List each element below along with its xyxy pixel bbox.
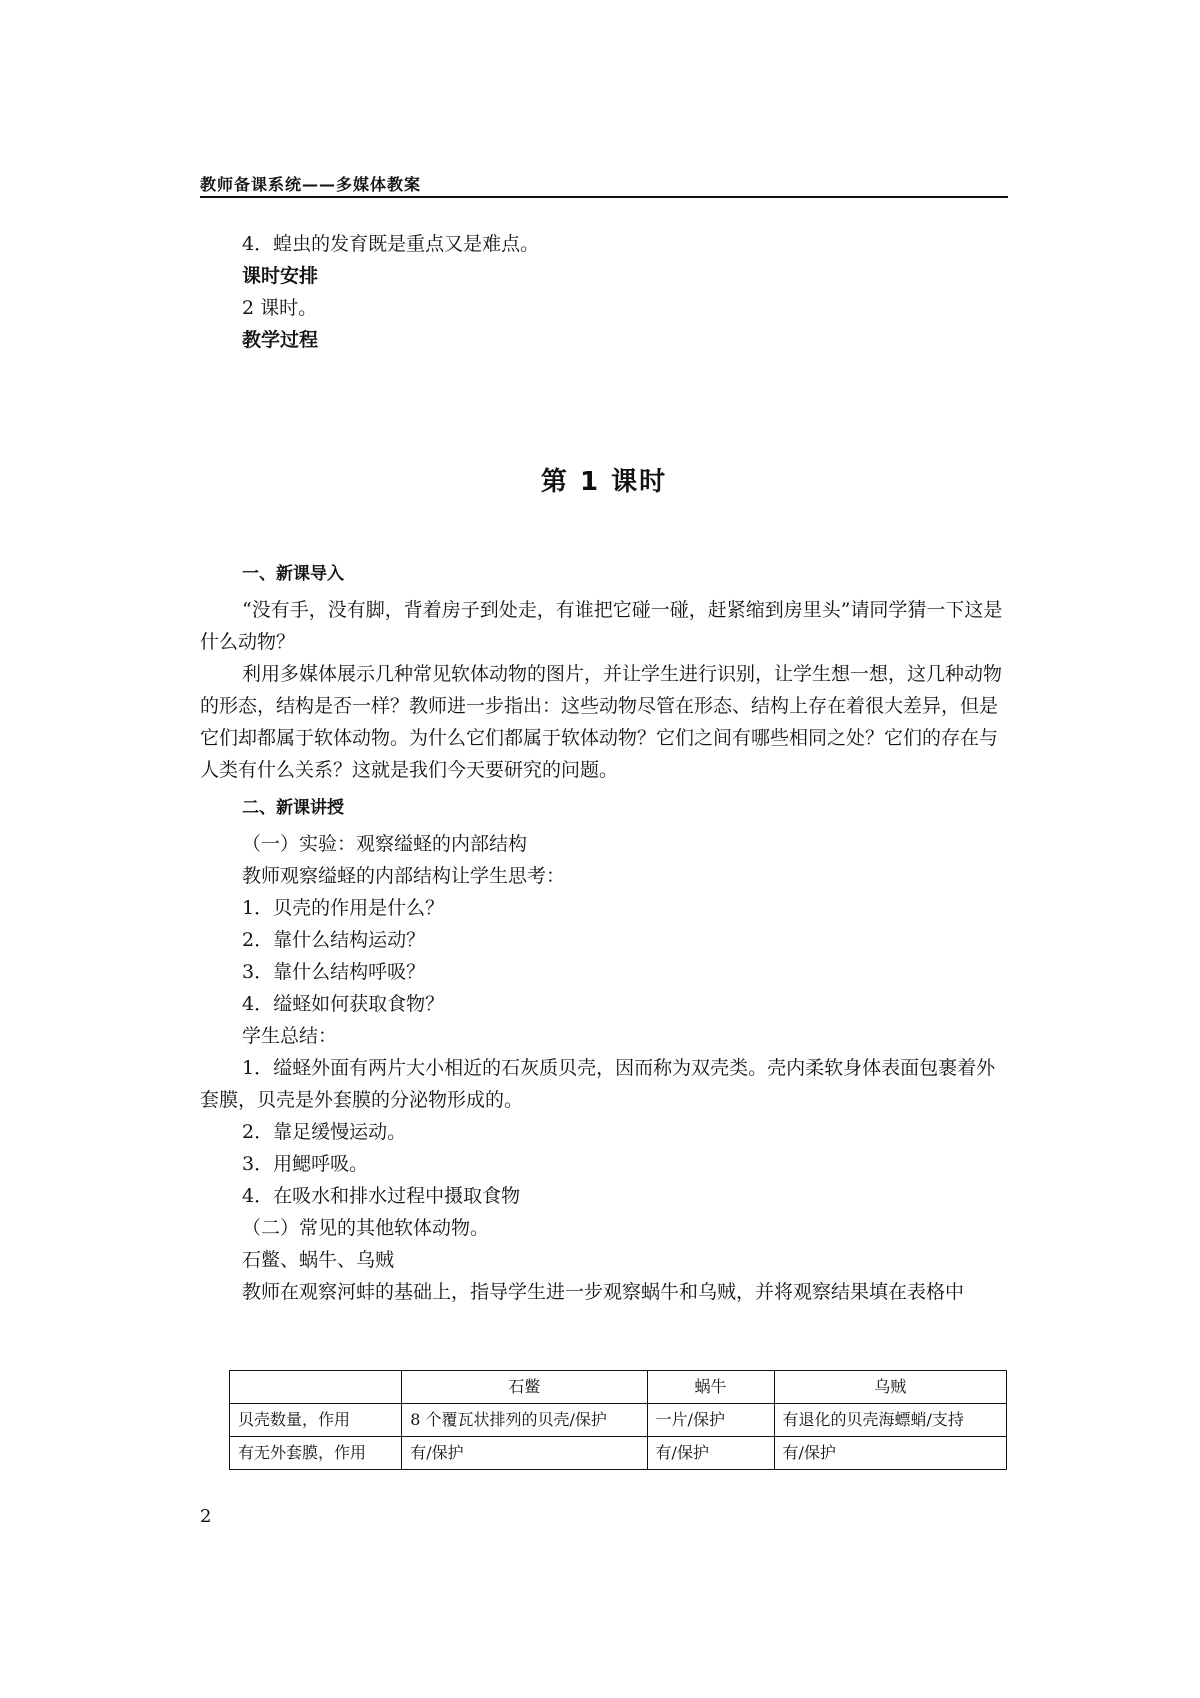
- header-rule: [200, 196, 1008, 198]
- table-header-row: [230, 1371, 1007, 1404]
- section-1-paragraph-2: 利用多媒体展示几种常见软体动物的图片，并让学生进行识别，让学生想一想，这几种动物的形态，结构是否一样？教师进一步指出：这些动物尽管在形态、结构上存在着很大差异，但是它们却都属于软体动物。为什么它们都属于软体动物？它们之间有哪些相同之处？它们的存在与人类有什么关系？这就是我们今天要研究的问题。: [200, 663, 1003, 781]
- running-header: 教师备课系统——多媒体教案: [200, 175, 422, 194]
- table-cell: 8 个覆瓦状排列的贝壳/保护: [402, 1404, 647, 1437]
- answer-item: 4．在吸水和排水过程中摄取食物: [242, 1185, 521, 1207]
- animal-list: 石鳖、蜗牛、乌贼: [242, 1249, 395, 1271]
- table-header-cell: 蜗牛: [647, 1371, 774, 1404]
- subsection-1-title: （一）实验：观察缢蛏的内部结构: [242, 833, 528, 855]
- answer-item: 3．用鳃呼吸。: [242, 1153, 369, 1175]
- table-row: [230, 1437, 1007, 1470]
- question-item: 2．靠什么结构运动？: [242, 929, 426, 951]
- table-cell: 有无外套膜，作用: [230, 1437, 402, 1470]
- schedule-text: 2 课时。: [242, 297, 318, 319]
- lesson-title: 第 1 课时: [540, 467, 668, 497]
- summary-label: 学生总结：: [242, 1025, 338, 1047]
- question-item: 1．贝壳的作用是什么？: [242, 897, 445, 919]
- section-2-heading: 二、新课讲授: [242, 798, 344, 818]
- observation-instruction: 教师在观察河蚌的基础上，指导学生进一步观察蜗牛和乌贼，并将观察结果填在表格中: [242, 1281, 965, 1303]
- answer-item: 1．缢蛏外面有两片大小相近的石灰质贝壳，因而称为双壳类。壳内柔软身体表面包裹着外套膜，贝壳是外套膜的分泌物形成的。: [200, 1057, 996, 1111]
- schedule-heading: 课时安排: [242, 265, 319, 287]
- section-1-heading: 一、新课导入: [242, 564, 344, 584]
- table-header-cell: 石鳖: [402, 1371, 647, 1404]
- process-heading: 教学过程: [242, 329, 319, 351]
- observation-table: [229, 1370, 1007, 1470]
- table-cell: 一片/保护: [647, 1404, 774, 1437]
- prior-item-4: 4．蝗虫的发育既是重点又是难点。: [242, 233, 540, 255]
- table-cell: 有/保护: [647, 1437, 774, 1470]
- table-header-cell: [230, 1371, 402, 1404]
- page-number: 2: [200, 1506, 212, 1527]
- table-cell: 贝壳数量，作用: [230, 1404, 402, 1437]
- teacher-prompt: 教师观察缢蛏的内部结构让学生思考：: [242, 865, 566, 887]
- subsection-2-title: （二）常见的其他软体动物。: [242, 1217, 490, 1239]
- table-cell: 有退化的贝壳海螵蛸/支持: [774, 1404, 1006, 1437]
- question-item: 4．缢蛏如何获取食物？: [242, 993, 445, 1015]
- table-cell: 有/保护: [774, 1437, 1006, 1470]
- answer-item: 2．靠足缓慢运动。: [242, 1121, 407, 1143]
- question-item: 3．靠什么结构呼吸？: [242, 961, 426, 983]
- body-content: [200, 228, 1008, 1308]
- table-row: [230, 1404, 1007, 1437]
- table-header-cell: 乌贼: [774, 1371, 1006, 1404]
- section-1-paragraph-1: “没有手，没有脚，背着房子到处走，有谁把它碰一碰，赶紧缩到房里头”请同学猜一下这是什么动物？: [200, 599, 1003, 653]
- table-cell: 有/保护: [402, 1437, 647, 1470]
